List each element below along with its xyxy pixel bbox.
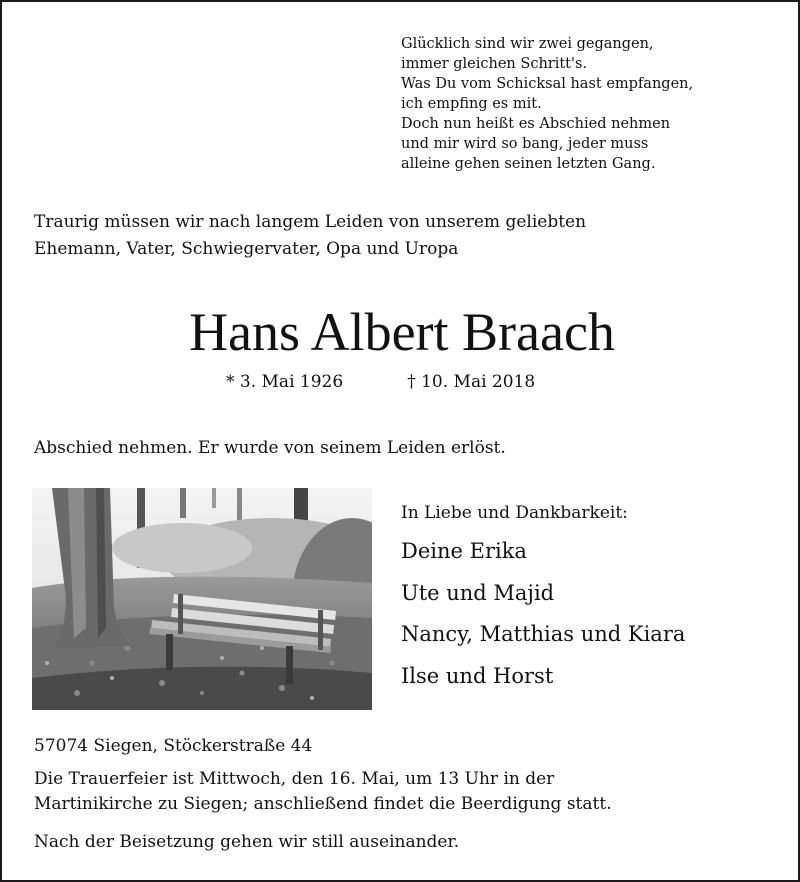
poem-line: ich empfing es mit.	[401, 96, 542, 112]
intro-line: Traurig müssen wir nach langem Leiden von unserem geliebten	[34, 212, 587, 232]
poem-line: und mir wird so bang, jeder muss	[401, 136, 649, 152]
memorial-poem	[401, 34, 781, 174]
mourner-name: Deine Erika	[401, 539, 527, 563]
deceased-name: Hans Albert Braach	[189, 302, 615, 362]
service-line: Martinikirche zu Siegen; anschließend findet die Beerdigung statt.	[34, 794, 612, 814]
farewell-text: Abschied nehmen. Er wurde von seinem Leiden erlöst.	[34, 438, 506, 458]
closing-text: Nach der Beisetzung gehen wir still auseinander.	[34, 832, 460, 852]
park-bench-photo	[32, 488, 372, 710]
service-line: Die Trauerfeier ist Mittwoch, den 16. Mai, um 13 Uhr in der	[34, 769, 555, 789]
funeral-service-info	[34, 767, 774, 817]
mourners-lead: In Liebe und Dankbarkeit:	[401, 503, 628, 523]
mourner-name: Nancy, Matthias und Kiara	[401, 622, 686, 646]
life-dates	[226, 369, 535, 395]
birth-date: * 3. Mai 1926	[226, 372, 344, 392]
poem-line: immer gleichen Schritt's.	[401, 56, 588, 72]
poem-line: Was Du vom Schicksal hast empfangen,	[401, 76, 694, 92]
intro-line: Ehemann, Vater, Schwiegervater, Opa und Uropa	[34, 239, 459, 259]
death-date: † 10. Mai 2018	[407, 372, 536, 392]
mourners-block	[401, 500, 781, 703]
poem-line: alleine gehen seinen letzten Gang.	[401, 156, 656, 172]
intro-text	[34, 209, 774, 263]
mourner-name: Ilse und Horst	[401, 663, 554, 688]
park-bench-photo-illustration	[32, 488, 372, 710]
poem-line: Glücklich sind wir zwei gegangen,	[401, 36, 654, 52]
poem-line: Doch nun heißt es Abschied nehmen	[401, 116, 671, 132]
family-address: 57074 Siegen, Stöckerstraße 44	[34, 736, 313, 756]
mourner-name: Ute und Majid	[401, 580, 555, 605]
